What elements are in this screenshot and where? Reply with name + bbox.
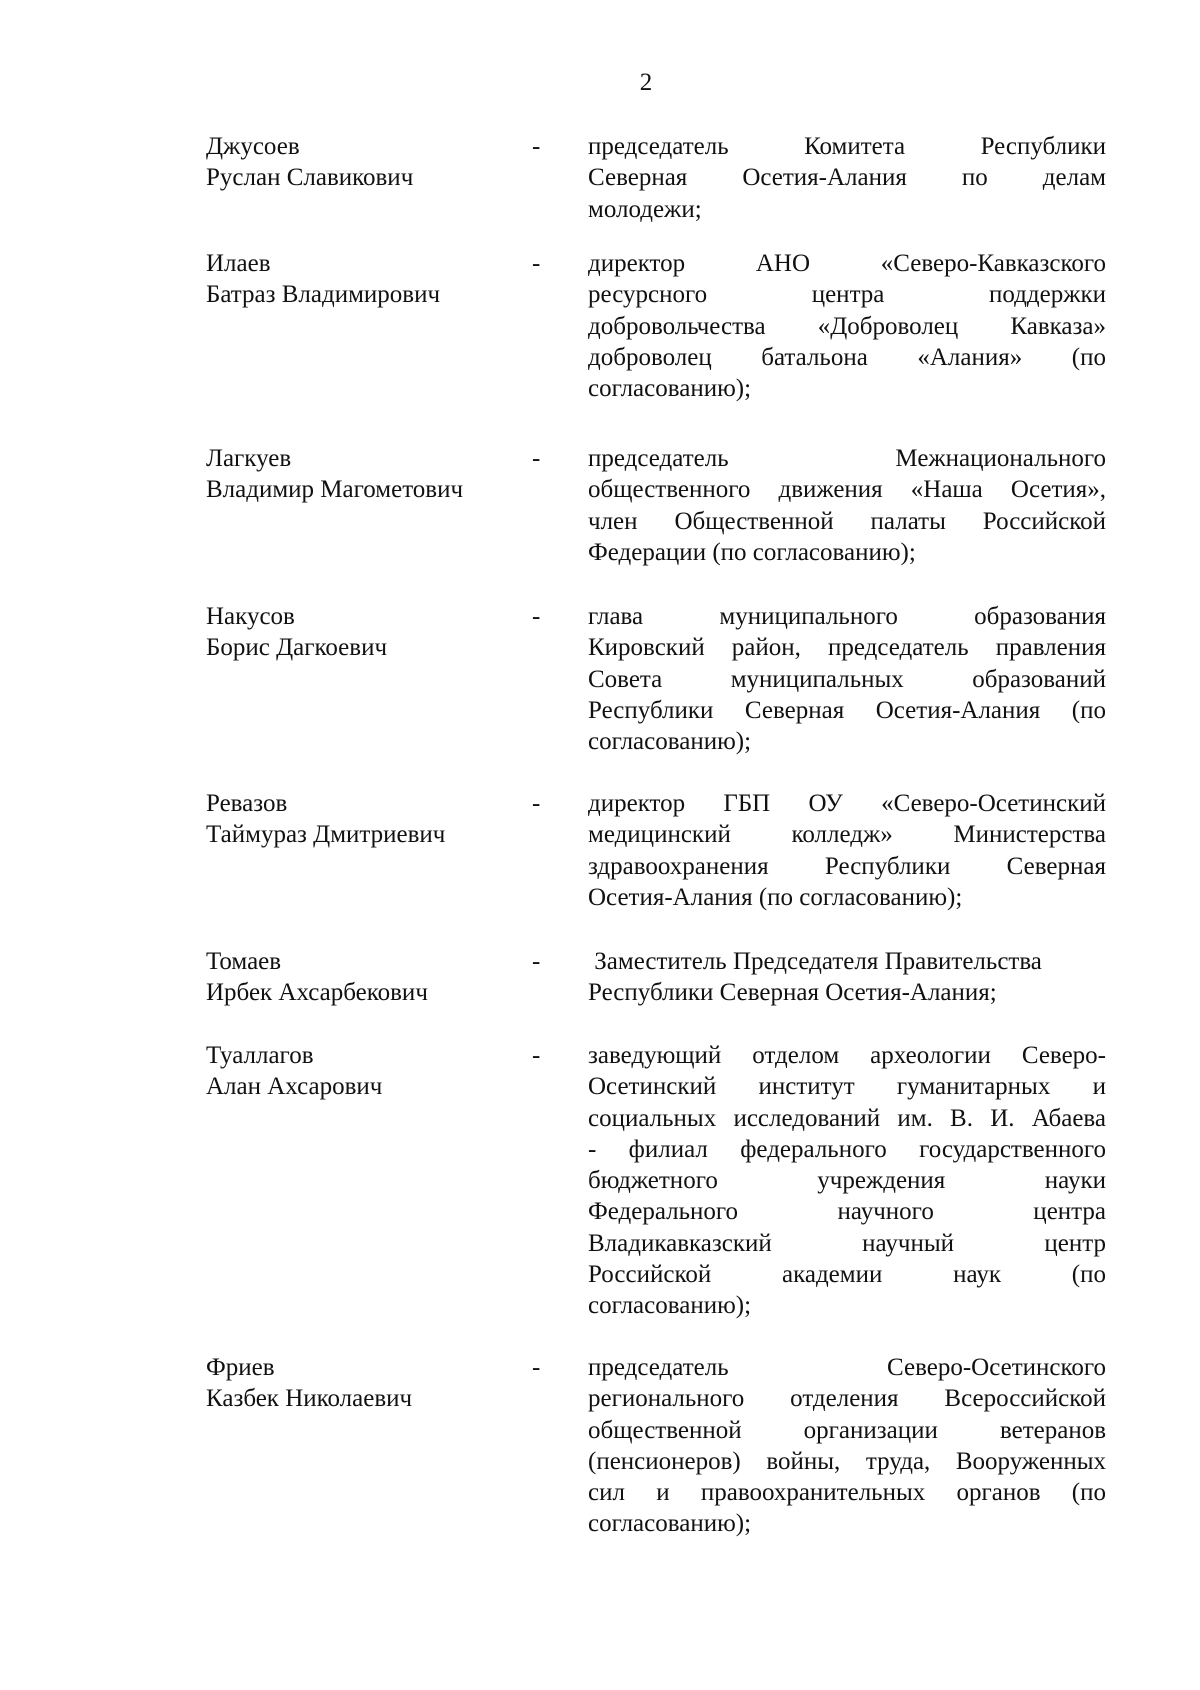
member-position — [588, 248, 1106, 404]
member-name — [206, 1352, 526, 1414]
member-surname: Ревазов — [206, 790, 288, 817]
member-surname: Илаев — [206, 250, 271, 277]
position-line: общественной организации ветеранов — [588, 1416, 1106, 1444]
separator-dash: - — [532, 1042, 541, 1069]
member-surname: Томаев — [206, 948, 282, 975]
member-position — [588, 946, 1106, 1009]
member-name — [206, 946, 526, 1008]
position-line: Федерального научного центра — [588, 1198, 1106, 1226]
position-line: согласованию); — [588, 1510, 752, 1538]
member-given-names: Алан Ахсарович — [206, 1073, 383, 1100]
member-name — [206, 788, 526, 850]
separator-dash: - — [532, 603, 541, 630]
member-given-names: Таймураз Дмитриевич — [206, 821, 446, 848]
position-line: добровольчества «Доброволец Кавказа» — [588, 312, 1106, 340]
position-line: директор АНО «Северо-Кавказского — [588, 250, 1106, 277]
page-number: 2 — [639, 69, 653, 96]
position-line: Заместитель Председателя Правительства — [588, 948, 1042, 975]
member-name — [206, 601, 526, 663]
position-line: согласованию); — [588, 375, 752, 403]
separator-dash: - — [532, 790, 541, 817]
position-line: Северная Осетия-Алания по делам — [588, 164, 1106, 192]
member-position — [588, 601, 1106, 757]
separator-dash: - — [532, 133, 541, 160]
position-line: заведующий отделом археологии Северо- — [588, 1042, 1106, 1069]
position-line: молодежи; — [588, 195, 702, 223]
position-line: согласованию); — [588, 1292, 752, 1320]
member-name — [206, 1040, 526, 1102]
position-line: Республики Северная Осетия-Алания; — [588, 979, 997, 1007]
member-given-names: Батраз Владимирович — [206, 281, 441, 308]
position-line: Республики Северная Осетия-Алания (по — [588, 696, 1106, 724]
position-line: согласованию); — [588, 728, 752, 756]
position-line: председатель Межнационального — [588, 445, 1106, 472]
position-line: директор ГБП ОУ «Северо-Осетинский — [588, 790, 1106, 817]
member-surname: Туаллагов — [206, 1042, 314, 1069]
member-name — [206, 248, 526, 310]
position-line: бюджетного учреждения науки — [588, 1167, 1106, 1195]
member-given-names: Владимир Магометович — [206, 476, 464, 503]
separator-dash: - — [532, 250, 541, 277]
member-given-names: Ирбек Ахсарбекович — [206, 979, 428, 1006]
position-line: сил и правоохранительных органов (по — [588, 1479, 1106, 1507]
position-line: председатель Комитета Республики — [588, 133, 1106, 160]
position-line: глава муниципального образования — [588, 603, 1106, 630]
position-line: здравоохранения Республики Северная — [588, 852, 1106, 880]
position-line: медицинский колледж» Министерства — [588, 821, 1106, 849]
separator-dash: - — [532, 948, 541, 975]
position-line: Осетинский институт гуманитарных и — [588, 1073, 1106, 1101]
member-surname: Накусов — [206, 603, 295, 630]
member-position — [588, 1040, 1106, 1322]
member-position — [588, 788, 1106, 913]
member-position — [588, 443, 1106, 568]
member-position — [588, 131, 1106, 225]
member-given-names: Борис Дагкоевич — [206, 634, 388, 661]
position-line: Осетия-Алания (по согласованию); — [588, 883, 963, 911]
position-line: - филиал федерального государственного — [588, 1135, 1106, 1163]
position-line: ресурсного центра поддержки — [588, 281, 1106, 309]
position-line: председатель Северо-Осетинского — [588, 1354, 1106, 1381]
member-surname: Лагкуев — [206, 445, 292, 472]
separator-dash: - — [532, 445, 541, 472]
position-line: социальных исследований им. В. И. Абаева — [588, 1104, 1106, 1132]
member-name — [206, 131, 526, 193]
member-name — [206, 443, 526, 505]
position-line: Российской академии наук (по — [588, 1261, 1106, 1289]
position-line: регионального отделения Всероссийской — [588, 1385, 1106, 1413]
position-line: член Общественной палаты Российской — [588, 507, 1106, 535]
position-line: общественного движения «Наша Осетия», — [588, 476, 1106, 504]
position-line: Кировский район, председатель правления — [588, 634, 1106, 662]
separator-dash: - — [532, 1354, 541, 1381]
position-line: Федерации (по согласованию); — [588, 538, 916, 566]
position-line: Владикавказский научный центр — [588, 1229, 1106, 1257]
position-line: (пенсионеров) войны, труда, Вооруженных — [588, 1447, 1106, 1475]
member-surname: Джусоев — [206, 133, 300, 160]
position-line: доброволец батальона «Алания» (по — [588, 343, 1106, 371]
position-line: Совета муниципальных образований — [588, 665, 1106, 693]
member-position — [588, 1352, 1106, 1540]
member-given-names: Казбек Николаевич — [206, 1385, 413, 1412]
member-given-names: Руслан Славикович — [206, 164, 414, 191]
member-surname: Фриев — [206, 1354, 275, 1381]
